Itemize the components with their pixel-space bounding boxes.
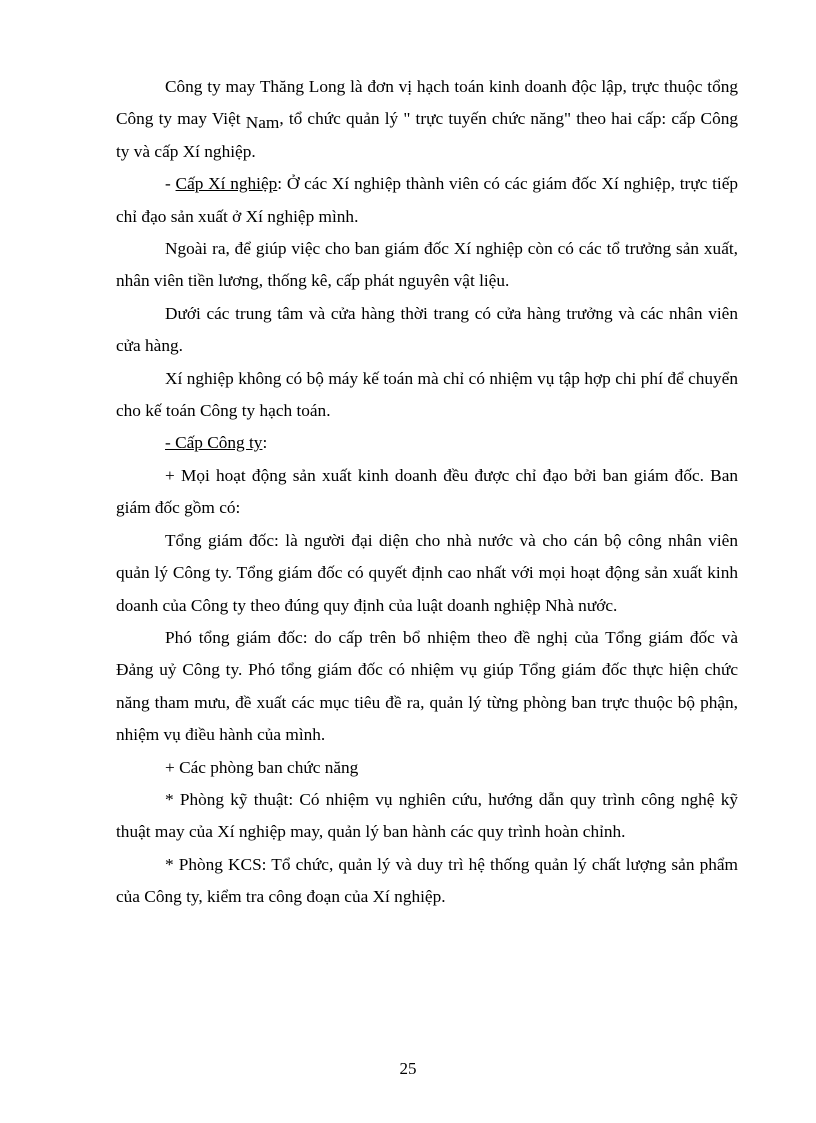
- company-level-heading: - Cấp Công ty: [165, 433, 263, 453]
- company-level-colon: :: [262, 433, 268, 453]
- intro-text-nam: Nam: [245, 113, 280, 133]
- enterprise-level-dash: -: [165, 174, 176, 194]
- enterprise-level-heading: Cấp Xí nghiệp: [175, 174, 278, 194]
- paragraph-technical-department: * Phòng kỹ thuật: Có nhiệm vụ nghiên cứu, hướng dẫn quy trình công nghệ kỹ thuật may của Xí nghiệp may, quản lý ban hành các quy trình hoàn chỉnh.: [116, 789, 738, 842]
- paragraph-company-level: [116, 427, 738, 459]
- paragraph-enterprise-level: [116, 168, 738, 233]
- paragraph-intro: [116, 71, 738, 168]
- paragraph-enterprise-accounting: Xí nghiệp không có bộ máy kế toán mà chỉ có nhiệm vụ tập hợp chi phí để chuyển cho kế toán Công ty hạch toán.: [116, 368, 738, 421]
- page-number: 25: [399, 1059, 417, 1078]
- paragraph-kcs-department: * Phòng KCS: Tổ chức, quản lý và duy trì hệ thống quản lý chất lượng sản phẩm của Công ty, kiểm tra công đoạn của Xí nghiệp.: [116, 854, 738, 907]
- paragraph-deputy-director: Phó tổng giám đốc: do cấp trên bổ nhiệm theo đề nghị của Tổng giám đốc và Đảng uỷ Công ty. Phó tổng giám đốc có nhiệm vụ giúp Tổng giám đốc thực hiện chức năng tham mưu, đề xuất các mục tiêu đề ra, quản lý từng phòng ban trực thuộc bộ phận, nhiệm vụ điều hành của mình.: [116, 627, 738, 745]
- intro-text-start: Công ty may Thăng Long là đơn vị hạch toán kinh doanh độc lập, trực thuộc tổng Công ty may Việt: [116, 77, 738, 129]
- paragraph-fashion-stores: Dưới các trung tâm và cửa hàng thời trang có cửa hàng trưởng và các nhân viên cửa hàng.: [116, 303, 738, 356]
- paragraph-functional-departments: + Các phòng ban chức năng: [165, 757, 359, 777]
- intro-text-end: , tổ chức quản lý " trực tuyến chức năng" theo hai cấp: cấp Công ty và cấp Xí nghiệp.: [116, 109, 738, 161]
- paragraph-board-of-directors: + Mọi hoạt động sản xuất kinh doanh đều được chỉ đạo bởi ban giám đốc. Ban giám đốc gồm có:: [116, 465, 738, 518]
- paragraph-enterprise-support: Ngoài ra, để giúp việc cho ban giám đốc Xí nghiệp còn có các tổ trưởng sản xuất, nhân viên tiền lương, thống kê, cấp phát nguyên vật liệu.: [116, 239, 738, 291]
- document-body: [116, 71, 738, 914]
- enterprise-level-text: : Ở các Xí nghiệp thành viên có các giám đốc Xí nghiệp, trực tiếp chỉ đạo sản xuất ở Xí nghiệp mình.: [116, 174, 738, 226]
- paragraph-general-director: Tổng giám đốc: là người đại diện cho nhà nước và cho cán bộ công nhân viên quản lý Công ty. Tổng giám đốc có quyết định cao nhất với mọi hoạt động sản xuất kinh doanh của Công ty theo đúng quy định của luật doanh nghiệp Nhà nước.: [116, 530, 738, 615]
